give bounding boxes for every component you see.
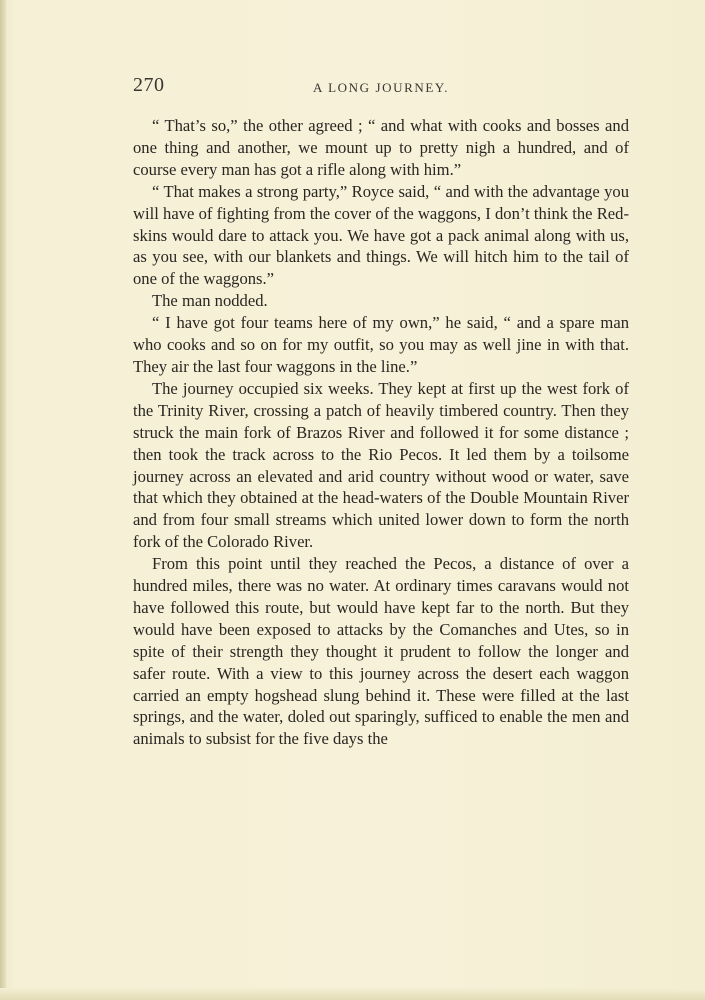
paragraph: The journey occupied six weeks. They kept at first up the west fork of the Trinity River, crossing a patch of heavily timbered country. Then they struck the main fork of Brazos River and followed it for some distance ; then took the track across to the Rio Pecos. It led them by a toilsome journey across an elevated and arid country without wood or water, save that which they obtained at the head-waters of the Double Mountain River and from four small streams which united lower down to form the north fork of the Colorado River. [133, 378, 629, 552]
body-text [133, 115, 629, 750]
page-number: 270 [133, 74, 165, 96]
paragraph: “ That makes a strong party,” Royce said, “ and with the advantage you will have of fighting from the cover of the waggons, I don’t think the Red-skins would dare to attack you. We have got a pack animal along with us, as you see, with our blankets and things. We will hitch him to the tail of one of the waggons.” [133, 181, 629, 289]
page-bottom-edge [0, 988, 705, 1000]
paragraph: The man nodded. [152, 291, 268, 311]
paragraph: From this point until they reached the Pecos, a distance of over a hundred miles, there was no water. At ordinary times caravans would not have followed this route, but would have kept far to the north. But they would have been exposed to attacks by the Comanches and Utes, so in spite of their strength they thought it prudent to follow the longer and safer route. With a view to this journey across the desert each waggon carried an empty hogshead slung behind it. These were filled at the last springs, and the water, doled out sparingly, sufficed to enable the men and animals to subsist for the five days the [133, 554, 629, 749]
page-binding-edge [0, 0, 6, 1000]
paragraph: “ I have got four teams here of my own,” he said, “ and a spare man who cooks and so on for my outfit, so you may as well jine in with that. They air the last four waggons in the line.” [133, 313, 629, 376]
running-head: A LONG JOURNEY. [313, 80, 450, 95]
paragraph: “ That’s so,” the other agreed ; “ and what with cooks and bosses and one thing and another, we mount up to pretty nigh a hundred, and of course every man has got a rifle along with him.” [133, 116, 629, 179]
page-header [133, 74, 629, 98]
